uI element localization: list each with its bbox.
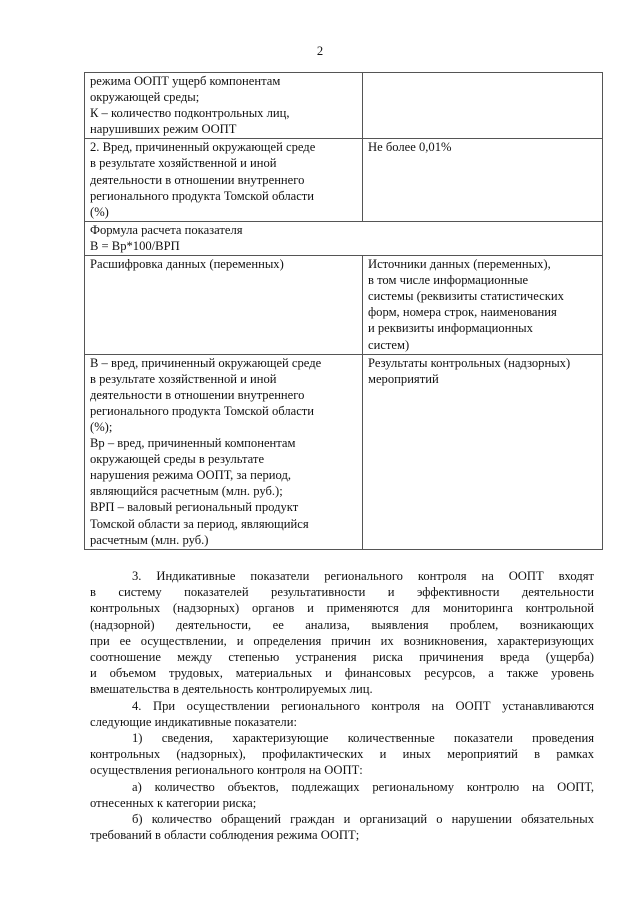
paragraph-line: следующие индикативные показатели: (90, 715, 297, 730)
paragraph-line: осуществления регионального контроля на ООПТ: (90, 763, 363, 778)
paragraph-4-1-a (90, 779, 594, 811)
row4-left-cell (85, 256, 363, 355)
variable-line: окружающей среды в результате (90, 452, 265, 467)
table-row-5 (85, 354, 603, 549)
row1-left-line: нарушивших режим ООПТ (90, 122, 237, 137)
paragraph-line: 3. Индикативные показатели регионального контроля на ООПТ входят (132, 569, 594, 583)
paragraph-4 (90, 698, 594, 730)
paragraph-line: и объемом трудовых, материальных и финансовых ресурсов, а также уровень (90, 666, 594, 681)
row1-right-cell (363, 73, 603, 139)
variable-line: в результате хозяйственной и иной (90, 371, 277, 386)
row2-left-line: деятельности в отношении внутреннего (90, 172, 305, 187)
row5-right-cell (363, 354, 603, 549)
table-row-4 (85, 256, 603, 355)
sources-heading-line: и реквизиты информационных (368, 321, 533, 336)
table-row-1 (85, 73, 603, 139)
sources-heading-line: форм, номера строк, наименования (368, 305, 557, 320)
row4-right-cell (363, 256, 603, 355)
variable-line: Томской области за период, являющийся (90, 516, 309, 531)
paragraph-line: 1) сведения, характеризующие количественные показатели проведения (132, 731, 594, 745)
row1-left-line: К – количество подконтрольных лиц, (90, 106, 290, 121)
variable-line: являющийся расчетным (млн. руб.); (90, 484, 283, 499)
row2-left-line: регионального продукта Томской области (90, 188, 315, 203)
indicator-table (84, 72, 603, 550)
paragraph-4-1-b (90, 811, 594, 843)
paragraph-3 (90, 568, 594, 698)
paragraph-line: б) количество обращений граждан и организаций о нарушении обязательных (132, 812, 594, 826)
paragraph-line: контрольных (надзорных), профилактических и иных мероприятий в рамках (90, 747, 594, 762)
table-row-3 (85, 221, 603, 255)
variables-heading: Расшифровка данных (переменных) (90, 257, 284, 272)
paragraph-line: вмешательства в деятельность контролируемых лиц. (90, 682, 373, 697)
variable-line: ВРП – валовый региональный продукт (90, 500, 299, 515)
sources-heading-line: систем) (368, 337, 410, 352)
variable-line: Вр – вред, причиненный компонентам (90, 436, 296, 451)
paragraph-line: соотношение между степенью устранения риска причинения вреда (ущерба) (90, 650, 594, 665)
variable-line: нарушения режима ООПТ, за период, (90, 468, 291, 483)
variable-line: расчетным (млн. руб.) (90, 532, 209, 547)
row2-left-cell (85, 139, 363, 221)
formula-heading: Формула расчета показателя (90, 222, 243, 237)
variable-line: регионального продукта Томской области (90, 403, 315, 418)
variable-line: (%); (90, 419, 113, 434)
paragraph-line: контрольных (надзорных) органов и применяются для мониторинга контрольной (90, 601, 594, 616)
row2-right-cell (363, 139, 603, 221)
sources-heading-line: в том числе информационные (368, 273, 529, 288)
paragraph-4-1 (90, 730, 594, 779)
row2-left-line: (%) (90, 204, 109, 219)
paragraph-line: в систему показателей результативности и эффективности деятельности (90, 585, 594, 600)
paragraph-line: отнесенных к категории риска; (90, 796, 257, 811)
row1-left-line: окружающей среды; (90, 90, 200, 105)
table-row-2 (85, 139, 603, 221)
formula-cell (85, 221, 603, 255)
row5-left-cell (85, 354, 363, 549)
row1-left-cell (85, 73, 363, 139)
variable-line: деятельности в отношении внутреннего (90, 387, 305, 402)
paragraph-line: требований в области соблюдения режима ООПТ; (90, 828, 360, 843)
paragraph-line: 4. При осуществлении регионального контроля на ООПТ устанавливаются (132, 699, 594, 713)
paragraph-line: при ее осуществлении, и определения причин их возникновения, характеризующих (90, 633, 594, 648)
page-number: 2 (316, 44, 324, 58)
sources-heading-line: системы (реквизиты статистических (368, 289, 564, 304)
paragraph-line: (надзорной) деятельности, ее анализа, выявления проблем, возникающих (90, 617, 594, 632)
sources-heading-line: Источники данных (переменных), (368, 257, 551, 272)
source-line: мероприятий (368, 371, 439, 386)
source-line: Результаты контрольных (надзорных) (368, 355, 571, 370)
formula-expression: В = Вр*100/ВРП (90, 238, 180, 253)
variable-line: В – вред, причиненный окружающей среде (90, 355, 322, 370)
paragraph-line: а) количество объектов, подлежащих региональному контролю на ООПТ, (132, 780, 594, 794)
row1-left-line: режима ООПТ ущерб компонентам (90, 74, 281, 88)
row2-left-line: 2. Вред, причиненный окружающей среде (90, 140, 316, 155)
row2-left-line: в результате хозяйственной и иной (90, 156, 277, 171)
target-value: Не более 0,01% (368, 140, 452, 155)
